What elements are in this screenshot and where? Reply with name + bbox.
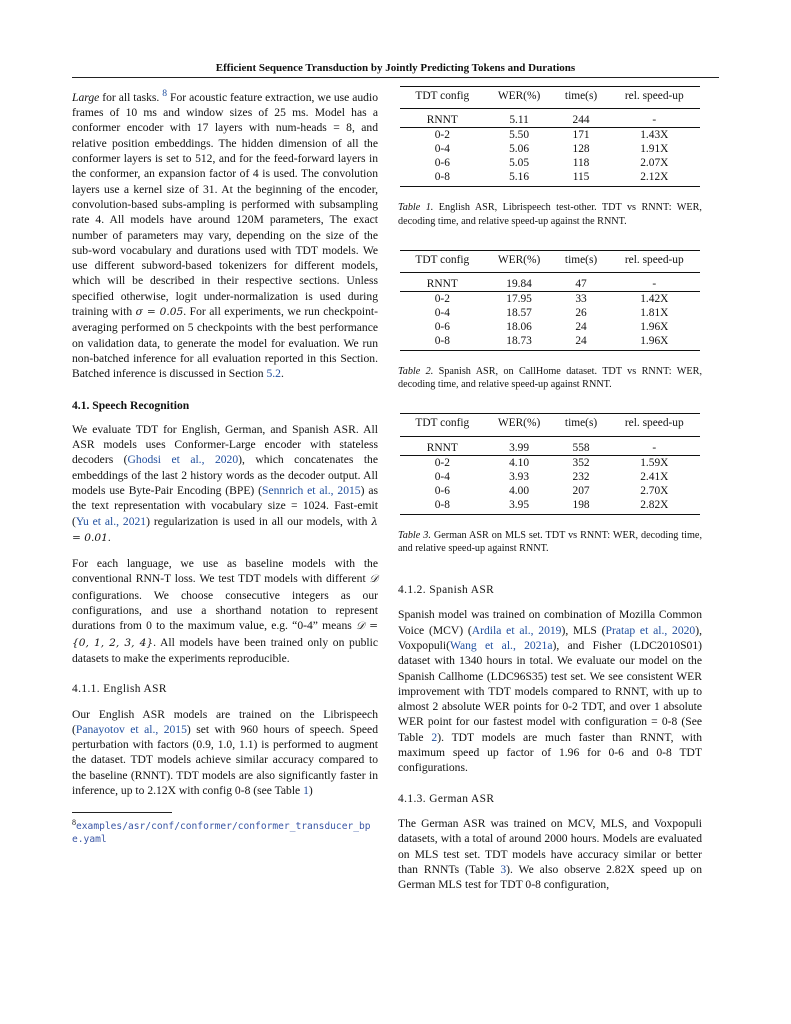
table-cell: 1.96X: [640, 321, 669, 333]
text-span: ), Voxpopuli(: [398, 623, 702, 652]
paragraph-spanish-asr: [398, 607, 702, 775]
table-cell: 24: [575, 321, 587, 333]
math-duration-set: 𝒟: [369, 573, 378, 586]
column-header: time(s): [554, 414, 609, 436]
math-sigma: σ = 0.05: [135, 306, 184, 319]
text-span: The German ASR was trained on MCV, MLS, and Voxpopuli datasets, with a total of around 2000 hours. Models are evaluated on MLS test set. TDT models have accuracy similar or better than RNNTs (Table: [398, 816, 702, 876]
citation-link[interactable]: Ghodsi et al., 2020: [127, 453, 239, 467]
column-header: rel. speed-up: [609, 250, 700, 272]
table-cell: 19.84: [485, 273, 554, 292]
footnote-number: 8: [72, 818, 76, 828]
running-head: Efficient Sequence Transduction by Jointly Predicting Tokens and Durations: [215, 62, 576, 74]
table-row: [400, 334, 700, 351]
table-cell: 244: [554, 109, 609, 128]
results-table-2: [400, 250, 700, 351]
table-cell: 207: [572, 484, 590, 497]
table-cell: 5.06: [509, 143, 530, 156]
text-span: ). TDT models are much faster than RNNT, with maximum speed up factor of 1.96 for 0-6 and 0-8 TDT configurations.: [398, 730, 702, 775]
table-cell: 2.82X: [609, 498, 700, 515]
citation-link[interactable]: Ardila et al., 2019: [471, 623, 562, 637]
section-heading-4-1-1: 4.1.1. English ASR: [72, 683, 167, 696]
table-row: [400, 306, 700, 320]
text-span: ) set with 960 hours of speech. Speed perturbation with factors (0.9, 1.0, 1.1) is performed to augment the dataset. TDT models achieve similar accuracy compared to the baseline (RNNT). TDT models are also significantly faster in inference, up to 2.12X with config 0-8 (see Table: [72, 722, 379, 798]
table-row: [400, 498, 700, 515]
table-cell: 0-6: [434, 157, 450, 170]
table-cell: 5.11: [485, 109, 554, 128]
left-column: [72, 86, 378, 847]
table-block-3: [398, 413, 702, 555]
table-cell: 0-2: [434, 129, 450, 142]
table-cell: 3.95: [485, 498, 554, 515]
table-cell: 171: [572, 129, 590, 142]
footnote: [72, 817, 378, 847]
table-cell: 47: [554, 273, 609, 292]
table-block-1: [398, 86, 702, 228]
text-span: .: [280, 367, 284, 381]
table-cell: 232: [572, 470, 590, 483]
table-block-2: [398, 250, 702, 392]
text-span: ), MLS (: [561, 623, 606, 637]
paragraph-english-asr: [72, 707, 378, 799]
table-cell: 3.99: [485, 436, 554, 455]
right-column: [398, 86, 702, 892]
table-cell: 0-8: [400, 498, 485, 515]
math-lambda: λ = 0.01: [72, 515, 378, 544]
table-row: [400, 470, 700, 484]
table-cell: 0-8: [400, 170, 485, 187]
table-cell: 18.06: [506, 321, 532, 333]
text-span: ) regularization is used in all our models, with: [146, 514, 372, 528]
table-cell: 5.16: [485, 170, 554, 187]
section-link[interactable]: 5.2: [266, 367, 281, 381]
text-span: Our English ASR models are trained on the Librispeech (: [72, 707, 378, 736]
text-span: For each language, we use as baseline models with the conventional RNN-T loss. We test TDT models with different: [72, 557, 378, 586]
column-header: rel. speed-up: [609, 414, 700, 436]
table-cell: 0-6: [434, 484, 450, 497]
footnote-marker[interactable]: 8: [162, 88, 168, 99]
citation-link[interactable]: Yu et al., 2021: [75, 514, 147, 528]
table-cell: 2.12X: [609, 170, 700, 187]
section-heading-4-1: 4.1. Speech Recognition: [72, 398, 190, 412]
citation-link[interactable]: Sennrich et al., 2015: [262, 483, 361, 497]
italic-word: Large: [72, 90, 100, 104]
table-header-row: [400, 87, 700, 109]
citation-link[interactable]: Panayotov et al., 2015: [75, 722, 187, 736]
table-cell: 558: [554, 436, 609, 455]
table-row: [400, 142, 700, 156]
table-cell: 1.42X: [640, 293, 669, 305]
table-cell: 0-8: [400, 334, 485, 351]
paragraph-setup: [72, 86, 378, 382]
paragraph-german-asr: [398, 816, 702, 892]
column-header: TDT config: [400, 414, 485, 436]
table-cell: 18.57: [506, 307, 532, 319]
results-tables: [398, 86, 702, 555]
column-header: rel. speed-up: [609, 87, 700, 109]
text-span: We evaluate TDT for English, German, and Spanish ASR. All ASR models uses Conformer-Large encoder with stateless decoders (: [72, 422, 378, 467]
table-cell: 33: [575, 293, 587, 305]
table-cell: 24: [554, 334, 609, 351]
table-cell: 128: [572, 143, 590, 156]
citation-link[interactable]: Wang et al., 2021a: [449, 639, 553, 652]
table-caption: [398, 529, 702, 555]
table-cell: 352: [572, 456, 590, 469]
table-link[interactable]: 1: [303, 784, 309, 798]
table-cell: 1.91X: [640, 143, 669, 156]
text-span: configurations. We choose consecutive integers as our configurations, and use a shorthand notation to represent durations from 0 to the maximum value, e.g. “0-4” means: [72, 588, 378, 633]
table-cell: 0-2: [434, 293, 450, 305]
table-cell: RNNT: [400, 273, 485, 292]
caption-label: Table 2.: [398, 366, 434, 377]
table-cell: 118: [572, 157, 590, 170]
table-cell: 18.73: [485, 334, 554, 351]
table-cell: 0-4: [434, 470, 450, 483]
table-cell: 115: [554, 170, 609, 187]
text-span: ) as the text representation with vocabulary size = 1024. Fast-emit (: [72, 483, 378, 528]
caption-text: English ASR, Librispeech test-other. TDT vs RNNT: WER, decoding time, and relative speed-up against the RNNT.: [398, 202, 702, 227]
table-row: [400, 273, 700, 292]
text-span: . All models have been trained only on public datasets to make the experiments reproducible.: [72, 635, 378, 665]
table-cell: 2.07X: [640, 157, 669, 170]
table-cell: 0-6: [434, 321, 450, 333]
caption-text: German ASR on MLS set. TDT vs RNNT: WER, decoding time, and relative speed-up against RNNT.: [398, 529, 702, 554]
column-header: time(s): [554, 250, 609, 272]
paragraph-baselines: [72, 556, 378, 666]
table-cell: 2.41X: [640, 470, 669, 483]
math-duration-example: 𝒟 = {0, 1, 2, 3, 4}: [72, 620, 378, 649]
caption-text: Spanish ASR, on CallHome dataset. TDT vs RNNT: WER, decoding time, and relative speed-up against RNNT.: [398, 366, 702, 391]
table-cell: 26: [575, 307, 587, 319]
table-cell: 3.93: [509, 470, 530, 483]
table-caption: [398, 201, 702, 227]
table-cell: 1.59X: [640, 456, 669, 469]
table-cell: 17.95: [506, 293, 532, 305]
section-heading-4-1-2: 4.1.2. Spanish ASR: [398, 584, 495, 597]
column-header: WER(%): [485, 414, 554, 436]
table-caption: [398, 365, 702, 391]
table-link[interactable]: 3: [500, 862, 507, 876]
table-cell: 4.10: [509, 456, 530, 469]
section-heading-4-1-3: 4.1.3. German ASR: [398, 792, 495, 805]
text-span: .: [107, 530, 111, 544]
table-cell: 198: [554, 498, 609, 515]
table-cell: -: [609, 273, 700, 292]
table-cell: 5.50: [509, 129, 530, 142]
table-cell: 0-2: [434, 456, 450, 469]
text-span: ): [308, 784, 313, 798]
column-header: WER(%): [485, 87, 554, 109]
table-cell: 5.05: [509, 157, 530, 170]
table-header-row: [400, 250, 700, 272]
table-row: [400, 484, 700, 498]
text-span: For acoustic feature extraction, we use audio frames of 10 ms and window sizes of 25 ms. Model has a conformer encoder with 17 layers with num-heads = 8, and relative position embeddings. The hidden dimension of all the conformer layers is set to 512, and for the feed-forward layers in the conformer, an expansion factor of 4 is used. The convolution layers use a kernel size of 31. At the beginning of the encoder, convolution-based subs-ampling is performed with subsampling rate 4. All models have around 120M parameters, The exact number of parameters may vary, depending on the size of the sub-word vocabulary and durations used with TDT models. We use different subword-based tokenizers for different models, which will be described in their respective sections. Unless specified otherwise, logit under-normalization is used during training with: [72, 90, 378, 319]
table-cell: -: [609, 436, 700, 455]
citation-link[interactable]: Pratap et al., 2020: [605, 623, 696, 637]
text-span: ), which concatenates the embeddings of the last 2 history words as the decoder output. All models use Byte-Pair Encoding (BPE) (: [72, 453, 378, 497]
table-row: [400, 455, 700, 470]
footnote-path[interactable]: examples/asr/conf/conformer/conformer_transducer_bpe.yaml: [72, 821, 371, 846]
text-span: ), and Fisher (LDC2010S01) dataset with 1340 hours in total. We evaluate our model on the Spanish Callhome (LDC96S35) test set. We see consistent WER improvement with TDT models compared to RNNT, with up to almost 2 absolute WER points for 0-2 TDT, and over 1 absolute WER point for our fastest model with configuration = 0-8 (See Table: [398, 639, 702, 744]
table-row: [400, 292, 700, 307]
caption-label: Table 1.: [398, 202, 434, 214]
table-row: [400, 156, 700, 170]
table-cell: RNNT: [400, 436, 485, 455]
table-row: [400, 109, 700, 128]
table-row: [400, 170, 700, 187]
column-header: TDT config: [400, 87, 485, 109]
table-row: [400, 436, 700, 455]
table-header-row: [400, 414, 700, 436]
column-header: TDT config: [400, 250, 485, 272]
column-header: time(s): [554, 87, 609, 109]
table-cell: 1.81X: [640, 307, 669, 319]
table-cell: -: [609, 109, 700, 128]
table-link[interactable]: 2: [431, 730, 438, 744]
footnote-rule: [72, 812, 172, 813]
table-cell: 1.43X: [640, 129, 669, 142]
text-span: Spanish model was trained on combination of Mozilla Common Voice (MCV) (: [398, 608, 702, 637]
table-row: [400, 128, 700, 143]
table-cell: 4.00: [509, 484, 530, 497]
results-table-1: [400, 86, 700, 187]
table-cell: 1.96X: [609, 334, 700, 351]
table-row: [400, 320, 700, 334]
text-span: . For all experiments, we run checkpoint-averaging performed on 5 checkpoints with the best performance on validation data, to generate the model for evaluation. We run non-batched inference for all evaluation reported in this Section. Batched inference is discussed in Section: [72, 305, 378, 381]
paragraph-asr-overview: [72, 422, 378, 546]
text-span: ). We also observe 2.82X speed up on German MLS test for TDT 0-8 configuration,: [398, 862, 702, 892]
column-header: WER(%): [485, 250, 554, 272]
header-rule: [72, 77, 719, 78]
results-table-3: [400, 413, 700, 514]
text-span: for all tasks.: [99, 90, 163, 104]
table-cell: 2.70X: [640, 484, 669, 497]
table-cell: 0-4: [434, 307, 450, 319]
caption-label: Table 3.: [398, 529, 431, 541]
table-cell: RNNT: [400, 109, 485, 128]
table-cell: 0-4: [434, 143, 450, 156]
